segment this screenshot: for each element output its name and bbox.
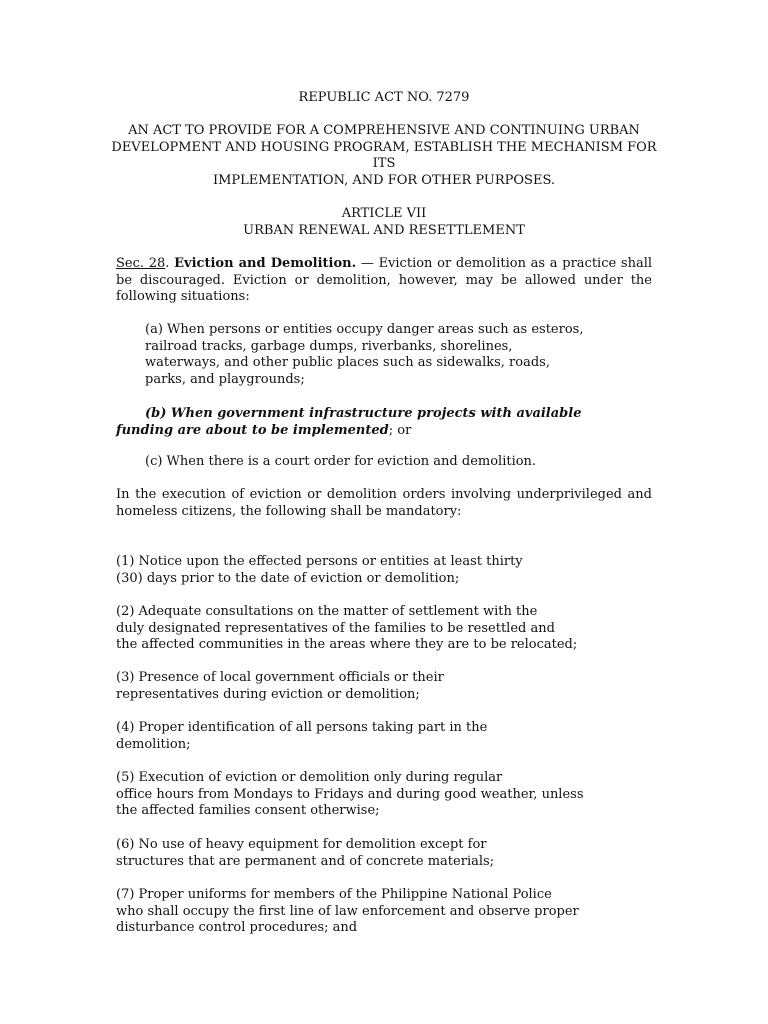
section-intro-text: — Eviction or demolition as a practice shall be discouraged. Eviction or demolition, however, may be allowed under the following situations: — [116, 256, 653, 305]
mandatory-intro: In the execution of eviction or demolition orders involving underprivileged and homeless citizens, the following shall be mandatory: — [116, 487, 652, 519]
situation-b-emphasis: (b) When government infrastructure projects with available funding are about to be implemented — [116, 406, 582, 438]
section-28-intro — [116, 256, 652, 306]
requirement-4: (4) Proper identification of all persons taking part in the demolition; — [116, 720, 488, 752]
section-heading: Eviction and Demolition. — [174, 256, 357, 271]
article-title: URBAN RENEWAL AND RESETTLEMENT — [243, 223, 525, 238]
article-number: ARTICLE VII — [341, 206, 427, 221]
requirement-5: (5) Execution of eviction or demolition only during regular office hours from Mondays to Fridays and during good weather, unless the affected families consent otherwise; — [116, 770, 584, 819]
section-label-dot: . — [165, 256, 175, 271]
act-number: REPUBLIC ACT NO. 7279 — [298, 90, 470, 105]
requirement-3: (3) Presence of local government officials or their representatives during eviction or demolition; — [116, 670, 444, 702]
requirement-1: (1) Notice upon the effected persons or entities at least thirty (30) days prior to the date of eviction or demolition; — [116, 554, 523, 586]
requirement-7: (7) Proper uniforms for members of the Philippine National Police who shall occupy the first line of law enforcement and observe proper disturbance control procedures; and — [116, 887, 579, 936]
section-label: Sec. 28 — [116, 256, 166, 271]
act-title: AN ACT TO PROVIDE FOR A COMPREHENSIVE AND CONTINUING URBAN DEVELOPMENT AND HOUSING PROGRAM, ESTABLISH THE MECHANISM FOR ITS IMPLEMENTATION, AND FOR OTHER PURPOSES. — [111, 123, 657, 188]
requirement-2: (2) Adequate consultations on the matter of settlement with the duly designated representatives of the families to be resettled and the affected communities in the areas where they are to be relocated; — [116, 604, 578, 653]
situation-b-rest: ; or — [388, 422, 412, 438]
situation-c: (c) When there is a court order for eviction and demolition. — [145, 454, 537, 469]
situation-b — [116, 406, 676, 439]
requirement-6: (6) No use of heavy equipment for demolition except for structures that are permanent and of concrete materials; — [116, 837, 495, 869]
situation-a: (a) When persons or entities occupy danger areas such as esteros, railroad tracks, garbage dumps, riverbanks, shorelines, waterways, and other public places such as sidewalks, roads, parks, and playgrounds; — [145, 322, 584, 387]
